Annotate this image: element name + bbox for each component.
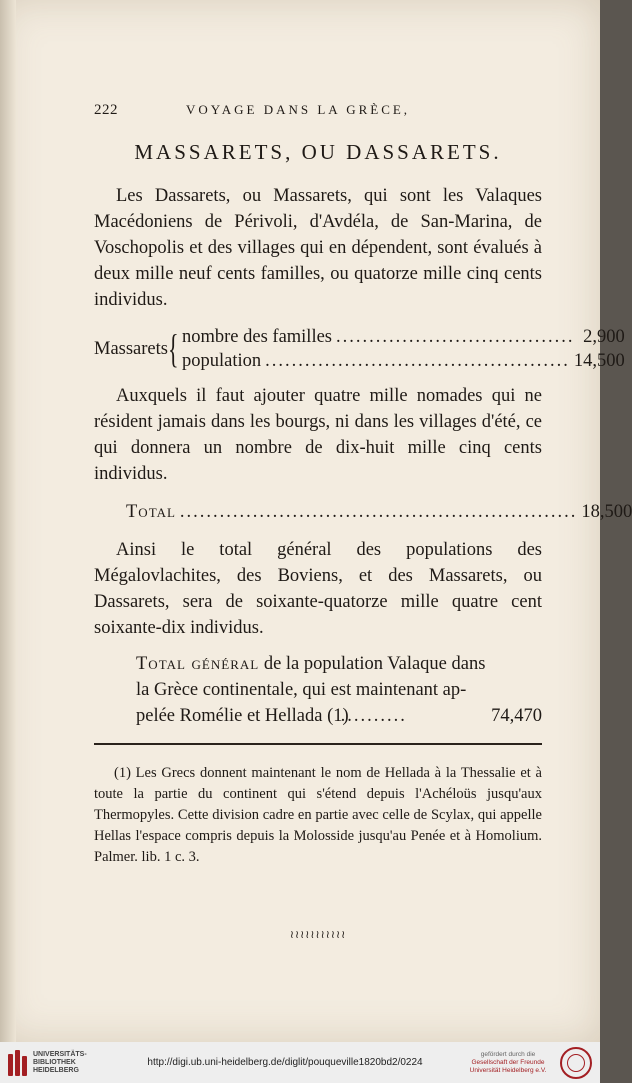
row-value: 2,900 (583, 327, 625, 347)
table-row (182, 349, 625, 373)
viewer-footer-bar (0, 1042, 600, 1083)
library-logo-icon (8, 1050, 28, 1076)
leader-dots: .................................... (336, 327, 575, 347)
library-logo[interactable]: UNIVERSITÄTS- BIBLIOTHEK HEIDELBERG (8, 1050, 108, 1076)
table-group-label: Massarets (94, 338, 168, 359)
row-label: nombre des familles (181, 327, 332, 347)
grand-total-line-1: Total général de la population Valaque dans (136, 654, 486, 674)
running-title: VOYAGE DANS LA GRÈCE, (186, 102, 411, 117)
book-spine-shadow (0, 0, 16, 1042)
grand-total-label: Total général (136, 654, 260, 674)
total-line (126, 499, 632, 525)
section-title: MASSARETS, OU DASSARETS. (134, 140, 502, 164)
population-table (94, 325, 625, 373)
footnote-rule (94, 743, 542, 745)
ornament-divider: ≀≀≀≀≀≀≀≀≀≀≀ (289, 929, 347, 941)
grand-total-line-2: la Grèce continentale, qui est maintenant ap- (136, 680, 467, 700)
total-value: 18,500 (581, 502, 632, 522)
brace-icon: { (167, 326, 179, 371)
paragraph-total-general: Ainsi le total général des populations des Mégalovlachites, des Boviens, et des Massarets, ou Dassarets, sera de soixante-quatorze mille quatre cent soixante-dix individus. (94, 540, 542, 638)
table-row (182, 325, 625, 349)
sponsor-credit: gefördert durch die Gesellschaft der Freunde Universität Heidelberg e.V. (469, 1050, 547, 1074)
grand-total-entry (94, 651, 542, 729)
permalink-url[interactable]: http://digi.ub.uni-heidelberg.de/diglit/pouqueville1820bd2/0224 (147, 1057, 423, 1068)
grand-total-line-3: pelée Romélie et Hellada (1) .......... 74,470 (148, 703, 542, 729)
paragraph-nomades: Auxquels il faut ajouter quatre mille nomades qui ne résident jamais dans les bourgs, ni dans les villages d'été, ce qui donnera un nombre de dix-huit mille cinq cents individus. (94, 386, 542, 484)
leader-dots: .......... (340, 706, 407, 726)
university-seal-icon (560, 1047, 592, 1079)
row-value: 14,500 (573, 351, 625, 371)
running-header (94, 102, 542, 126)
row-label: population (181, 351, 262, 371)
grand-total-value: 74,470 (491, 706, 542, 726)
page-number: 222 (94, 102, 118, 118)
page-content (94, 102, 632, 941)
leader-dots: .............................................. (265, 351, 570, 371)
paragraph-dassarets: Les Dassarets, ou Massarets, qui sont les Valaques Macédoniens de Périvoli, d'Avdéla, de San-Marina, de Voschopolis et des villages qui en dépendent, sont évalués à deux mille neuf cents familles, ou quatorze mille cinq cents individus. (94, 186, 542, 310)
total-label: Total (126, 502, 176, 522)
leader-dots: ............................................................ (179, 502, 578, 522)
footnote: (1) Les Grecs donnent maintenant le nom de Hellada à la Thessalie et à toute la partie du continent qui s'étend depuis l'Achéloüs jusqu'aux Thermopyles. Cette division cadre en partie avec celle de Scylax, qui appelle Hellas l'espace compris depuis la Molosside jusqu'au Penée et à Homolium. Palmer. lib. 1 c. 3. (94, 765, 542, 865)
